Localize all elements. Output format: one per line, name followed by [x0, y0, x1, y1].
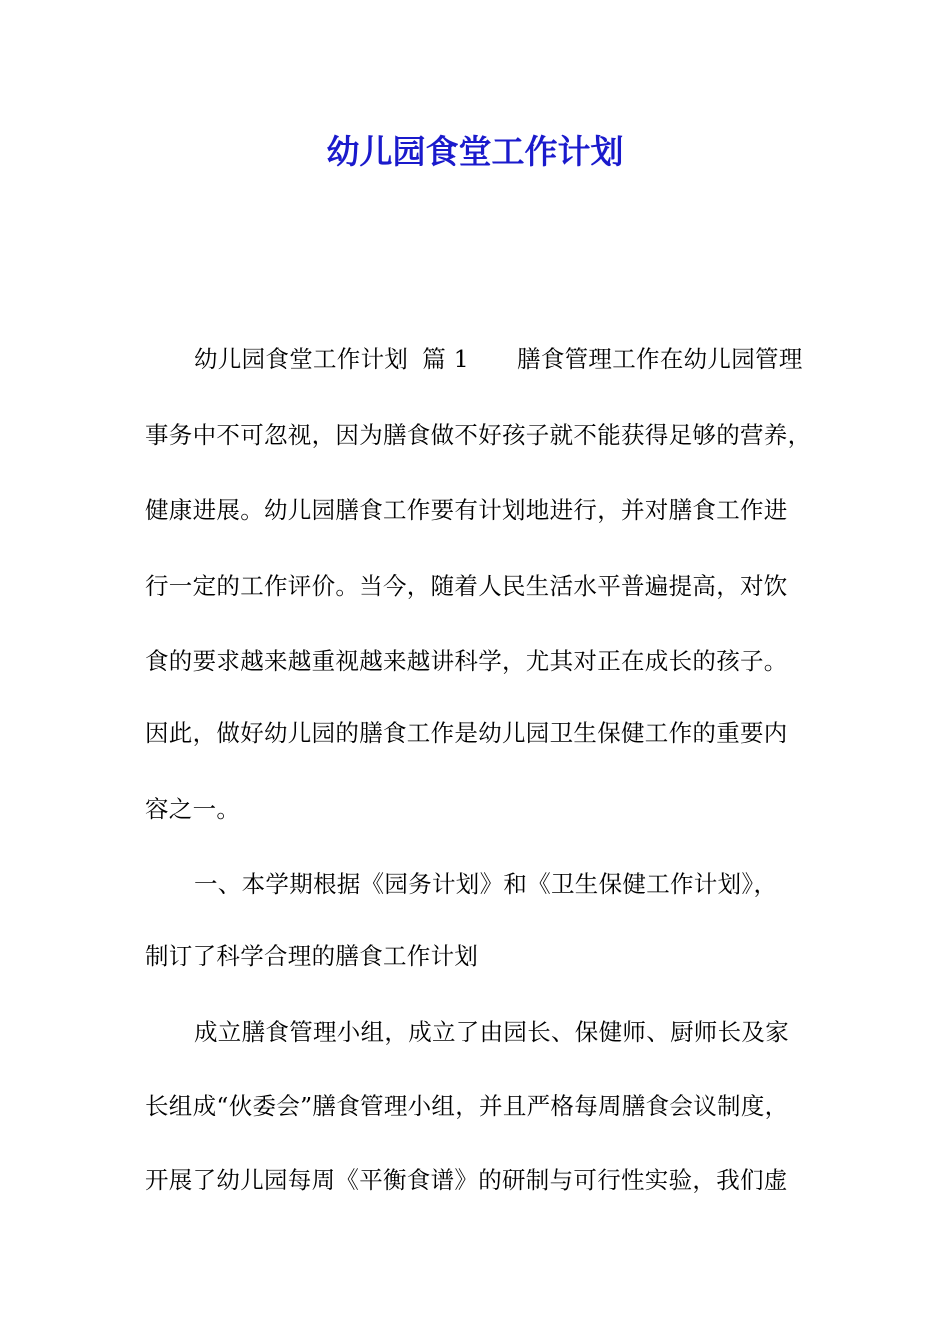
body-line-7: 容之一。	[145, 795, 241, 823]
body-line-5: 食的要求越来越重视越来越讲科学，尤其对正在成长的孩子。	[145, 647, 788, 675]
body-line-1	[194, 339, 835, 379]
body-line-6: 因此，做好幼儿园的膳食工作是幼儿园卫生保健工作的重要内	[145, 719, 788, 747]
body-line-4: 行一定的工作评价。当今，随着人民生活水平普遍提高，对饮	[145, 572, 788, 600]
section-label: 篇 1	[422, 345, 470, 373]
body-line-11: 长组成“伙委会”膳食管理小组，并且严格每周膳食会议制度，	[145, 1092, 789, 1120]
body-line-9: 制订了科学合理的膳食工作计划	[145, 942, 479, 970]
document-title: 幼儿园食堂工作计划	[326, 132, 624, 171]
body-line-10: 成立膳食管理小组，成立了由园长、保健师、厨师长及家	[194, 1018, 789, 1046]
body-line-12: 开展了幼儿园每周《平衡食谱》的研制与可行性实验，我们虚	[145, 1166, 788, 1194]
line-text: 膳食管理工作在幼儿园管理	[517, 345, 803, 373]
body-line-3: 健康进展。幼儿园膳食工作要有计划地进行，并对膳食工作进	[145, 496, 788, 524]
heading-prefix: 幼儿园食堂工作计划	[194, 345, 409, 373]
body-line-8: 一、本学期根据《园务计划》和《卫生保健工作计划》，	[194, 870, 778, 898]
body-line-2: 事务中不可忽视，因为膳食做不好孩子就不能获得足够的营养，	[145, 421, 812, 449]
